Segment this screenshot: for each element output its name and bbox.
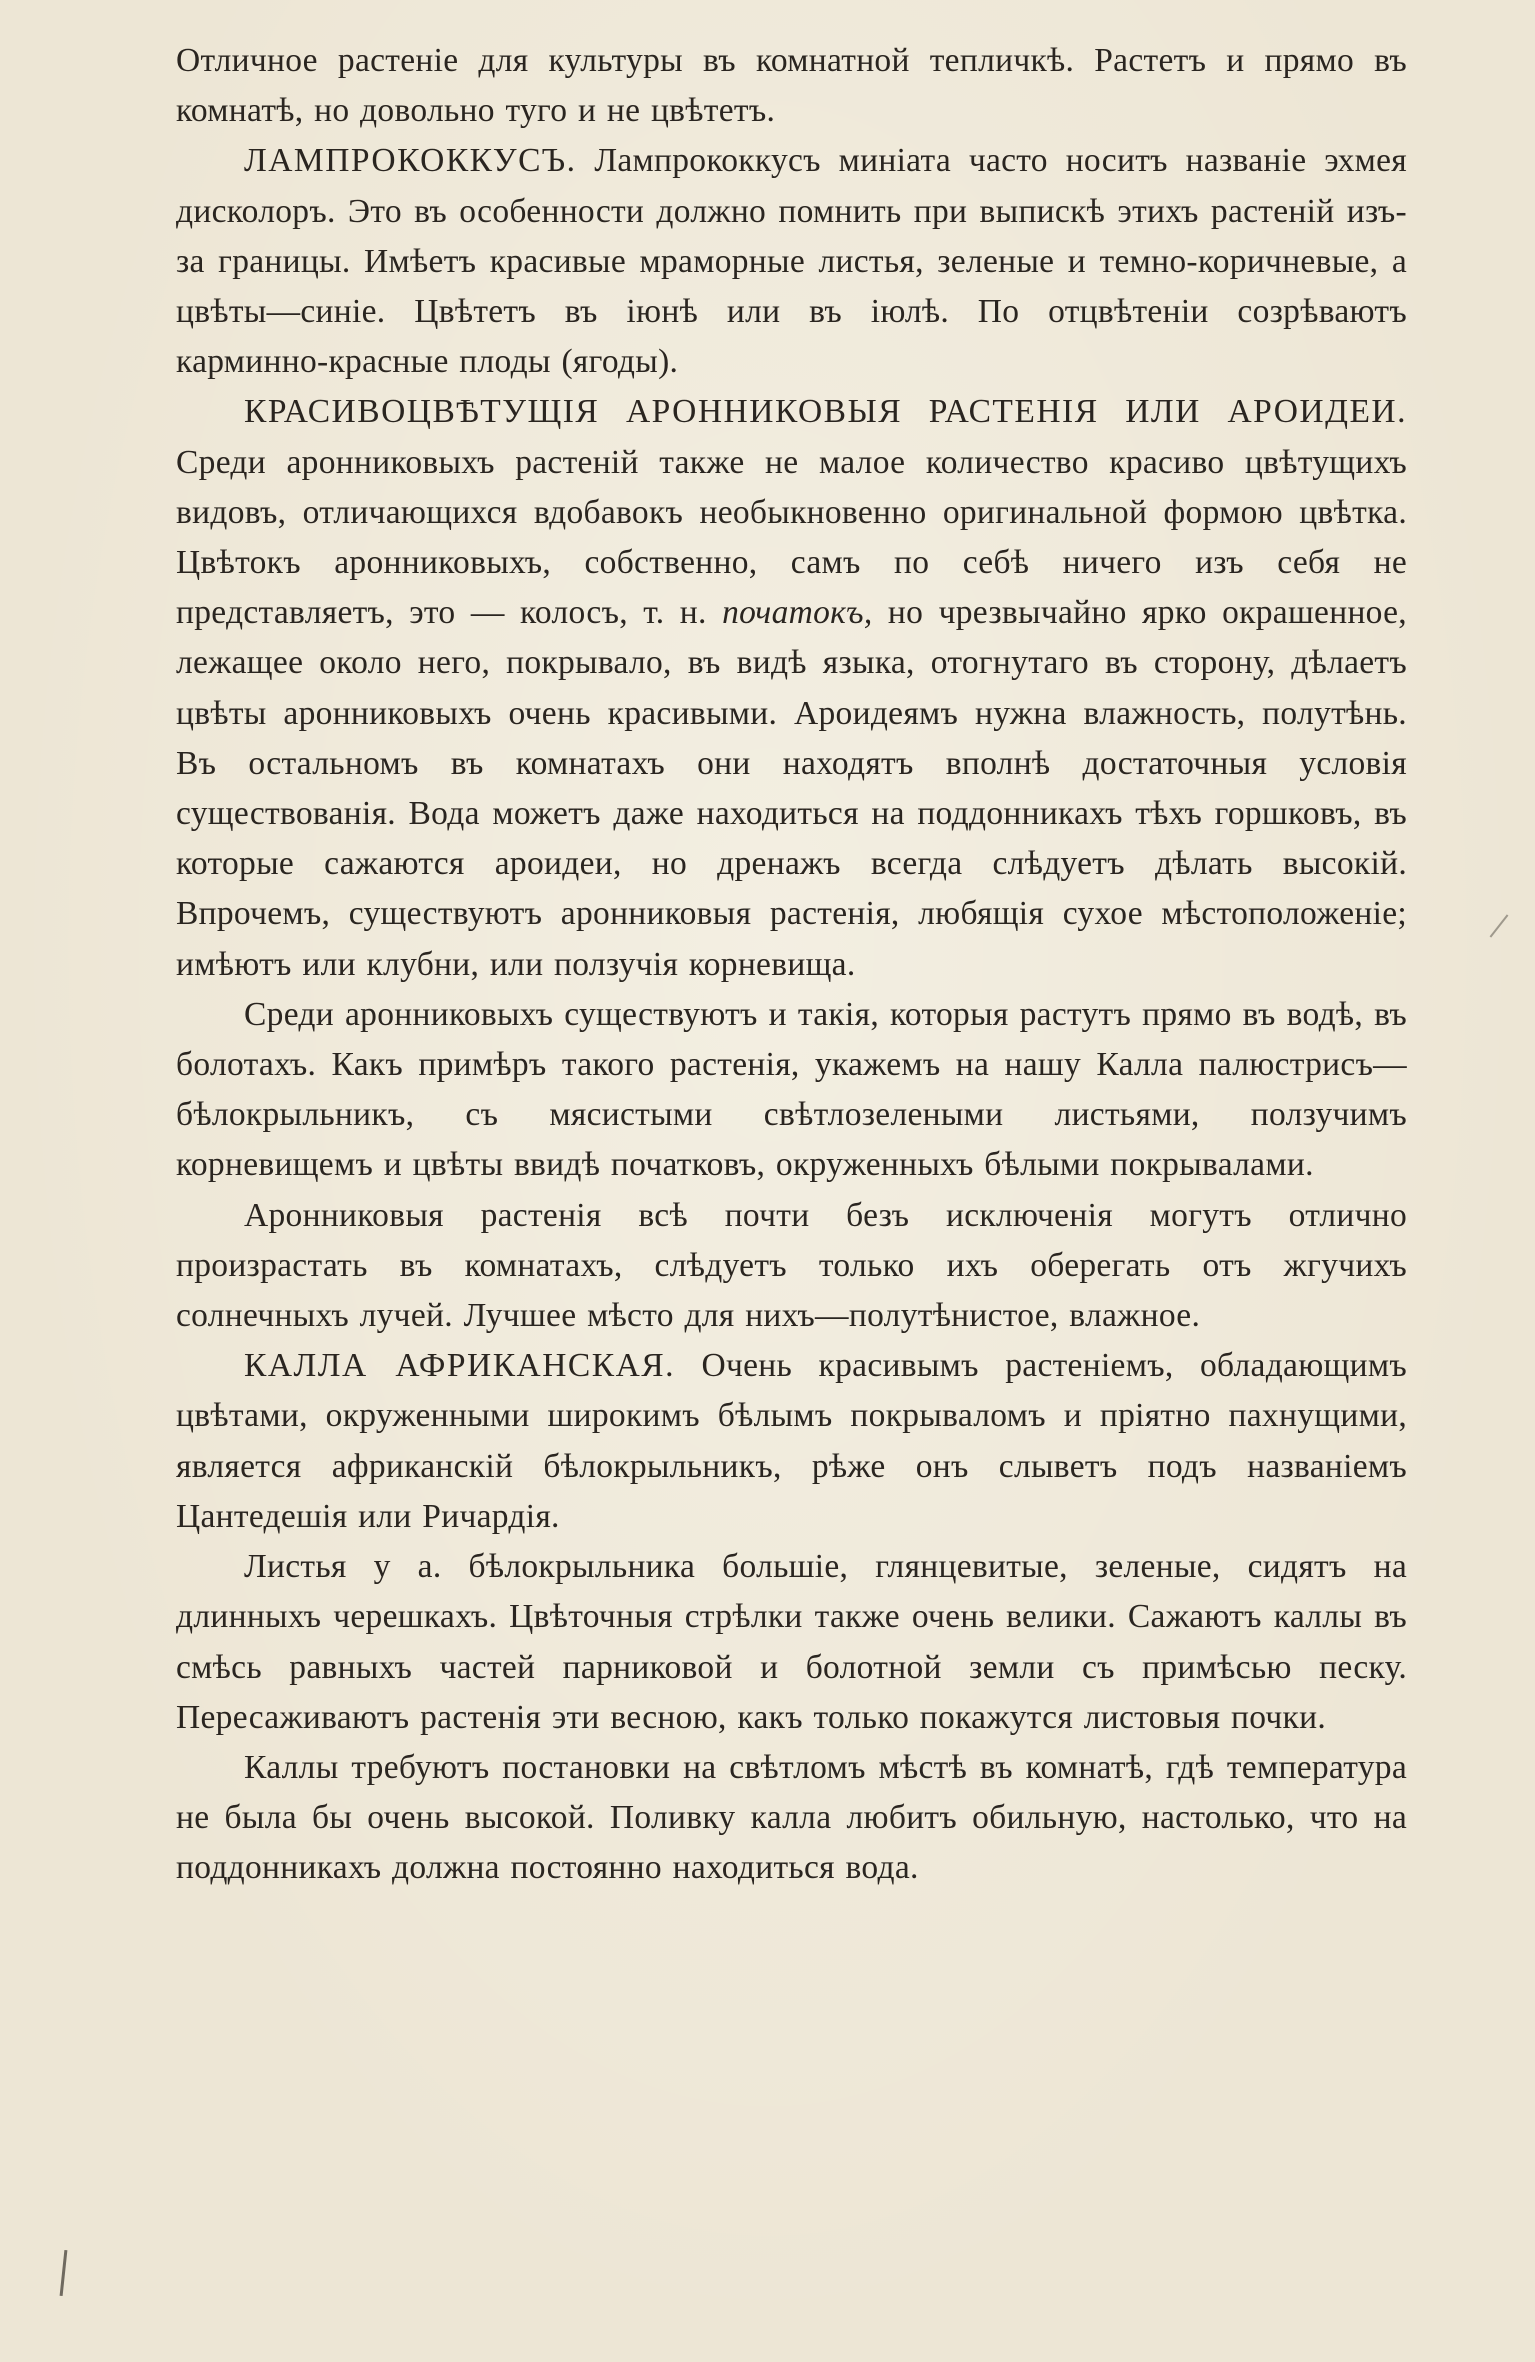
paragraph-6-calla-africana (176, 1341, 1407, 1542)
margin-ink-mark (60, 2250, 68, 2296)
paragraph-text: но чрезвычайно ярко окрашенное, лежащее около него, покрывало, въ видѣ языка, отогнутаго въ сторону, дѣлаетъ цвѣты аронниковыхъ очень красивыми. Ароидеямъ нужна влажность, полутѣнь. Въ остальномъ въ комнатахъ они находятъ вполнѣ достаточныя условія существованія. Вода можетъ даже находиться на поддонникахъ тѣхъ горшковъ, въ которые сажаются ароидеи, но дренажъ всегда слѣдуетъ дѣлать высокій. Впрочемъ, существуютъ аронниковыя растенія, любящія сухое мѣстоположеніе; имѣютъ или клубни, или ползучія корневища. (176, 594, 1407, 983)
margin-pencil-mark (1490, 914, 1509, 937)
paragraph-4 (176, 990, 1407, 1191)
section-heading: КРАСИВОЦВѢТУЩІЯ АРОННИКОВЫЯ РАСТЕНІЯ ИЛИ АРОИДЕИ. (244, 393, 1407, 431)
paragraph-text: Очень красивымъ растеніемъ, обладающимъ цвѣтами, окруженными широкимъ бѣлымъ покрываломъ и пріятно пахнущими, является африканскій бѣлокрыльникъ, рѣже онъ слыветъ подъ названіемъ Цантедешія или Ричардія. (176, 1347, 1408, 1535)
paragraph-2-lamprococcus (176, 136, 1407, 387)
section-heading: ЛАМПРОКОККУСЪ. (244, 142, 577, 180)
italic-term: початокъ, (722, 594, 873, 632)
paragraph-text: Среди аронниковыхъ растеній также не малое количество красиво цвѣтущихъ видовъ, отличающихся вдобавокъ необыкновенно оригинальной формою цвѣтка. Цвѣтокъ аронниковыхъ, собственно, самъ по себѣ ничего изъ себя не представляетъ, это — колосъ, т. н. (176, 443, 1407, 632)
paragraph-text: Листья у а. бѣлокрыльника большіе, глянцевитые, зеленые, сидятъ на длинныхъ черешкахъ. Цвѣточныя стрѣлки также очень велики. Сажаютъ каллы въ смѣсь равныхъ частей парниковой и болотной земли съ примѣсью песку. Пересаживаютъ растенія эти весною, какъ только покажутся листовыя почки. (176, 1548, 1407, 1736)
paragraph-5 (176, 1191, 1407, 1342)
paragraph-text: Каллы требуютъ постановки на свѣтломъ мѣстѣ въ комнатѣ, гдѣ температура не была бы очень высокой. Поливку калла любитъ обильную, настолько, что на поддонникахъ должна постоянно находиться вода. (176, 1748, 1407, 1887)
paragraph-8 (176, 1743, 1407, 1894)
paragraph-text: Аронниковыя растенія всѣ почти безъ исключенія могутъ отлично произрастать въ комнатахъ, слѣдуетъ только ихъ оберегать отъ жгучихъ солнечныхъ лучей. Лучшее мѣсто для нихъ—полутѣнистое, влажное. (176, 1196, 1407, 1335)
paragraph-text: Отличное растеніе для культуры въ комнатной тепличкѣ. Растетъ и прямо въ комнатѣ, но довольно туго и не цвѣтетъ. (176, 42, 1407, 130)
section-heading: КАЛЛА АФРИКАНСКАЯ. (244, 1347, 676, 1385)
paragraph-text: Лампрококкусъ миніата часто носитъ названіе эхмея дисколоръ. Это въ особенности должно помнить при выпискѣ этихъ растеній изъ-за границы. Имѣетъ красивые мраморные листья, зеленые и темно-коричневые, а цвѣты—синіе. Цвѣтетъ въ іюнѣ или въ іюлѣ. По отцвѣтеніи созрѣваютъ карминно-красные плоды (ягоды). (176, 142, 1407, 381)
paragraph-text: Среди аронниковыхъ существуютъ и такія, которыя растутъ прямо въ водѣ, въ болотахъ. Какъ примѣръ такого растенія, укажемъ на нашу Калла палюстрисъ—бѣлокрыльникъ, съ мясистыми свѣтлозелеными листьями, ползучимъ корневищемъ и цвѣты ввидѣ початковъ, окруженныхъ бѣлыми покрывалами. (176, 995, 1407, 1184)
paragraph-1 (176, 36, 1407, 136)
paragraph-3-aroids (176, 387, 1407, 989)
paragraph-7 (176, 1542, 1407, 1743)
